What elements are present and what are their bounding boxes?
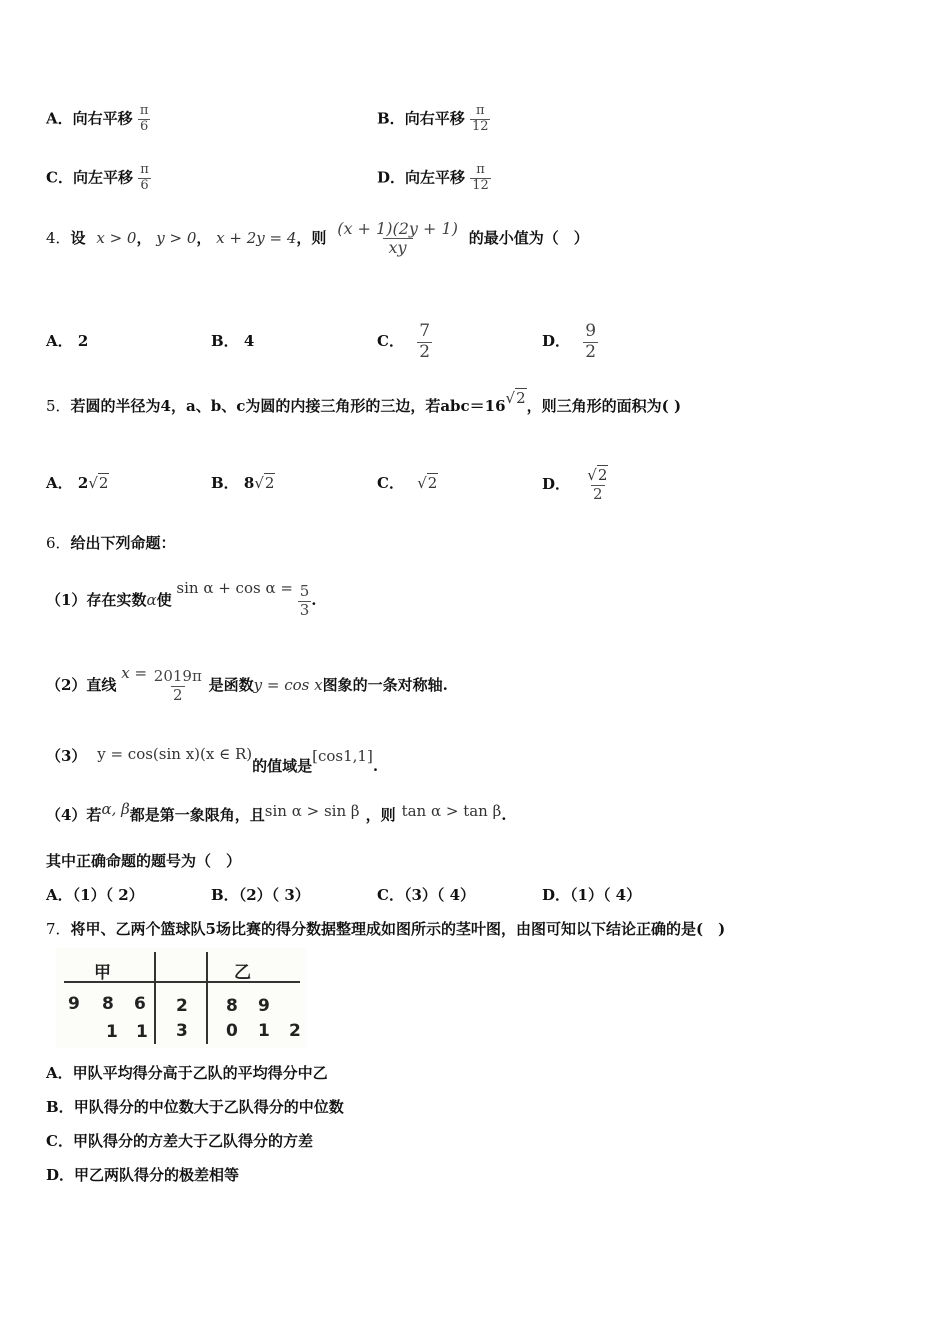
q4-option-a: A． 2 — [46, 332, 89, 350]
leaf-right: 8 — [226, 996, 238, 1016]
q4-option-c: C． $\frac{7}{2}$ — [377, 320, 431, 362]
q6-stem: 6．给出下列命题： — [46, 534, 176, 552]
stem: 3 — [176, 1021, 188, 1041]
q3-option-b: B．向右平移 $\frac{\pi}{12}$ — [377, 103, 489, 134]
fraction: $\frac{5}{3}$ — [299, 582, 310, 619]
leaf-right: 1 — [258, 1021, 270, 1041]
fraction: $\frac{2019\pi}{2}$ — [153, 667, 202, 704]
q4-option-b: B． 4 — [211, 332, 255, 350]
sqrt: √2 — [505, 389, 526, 407]
sqrt: √2 — [417, 474, 438, 492]
q6-question: 其中正确命题的题号为（ ） — [46, 852, 242, 870]
leaf-left: 1 — [136, 1022, 148, 1042]
leaf-right: 9 — [258, 996, 270, 1016]
q6-prop-3: （3） y = cos(sin x)(x ∈ R)的值域是[cos1,1]. — [46, 745, 379, 775]
leaf-left: 8 — [102, 994, 114, 1014]
q6-option-d: D．（1）（ 4） — [542, 886, 642, 904]
q5-option-c: C． √2 — [377, 474, 438, 492]
leaf-left: 1 — [106, 1022, 118, 1042]
fraction: $\frac{\pi}{12}$ — [471, 103, 489, 134]
q7-option-a: A．甲队平均得分高于乙队的平均得分中乙 — [46, 1064, 328, 1082]
sqrt: √2 — [254, 474, 275, 492]
q5-option-b: B． 8√2 — [211, 474, 275, 492]
sqrt: √2 — [88, 474, 109, 492]
q7-option-c: C．甲队得分的方差大于乙队得分的方差 — [46, 1132, 313, 1150]
fraction: $\frac{7}{2}$ — [419, 320, 431, 362]
q3-option-d: D．向左平移 $\frac{\pi}{12}$ — [377, 162, 489, 193]
leaf-right: 0 — [226, 1021, 238, 1041]
leaf-left: 6 — [134, 994, 146, 1014]
q6-option-a: A．（1）（ 2） — [46, 886, 144, 904]
q3-option-c: C．向左平移 $\frac{\pi}{6}$ — [46, 162, 149, 193]
q7-stem: 7．将甲、乙两个篮球队5场比赛的得分数据整理成如图所示的茎叶图，由图可知以下结论正确的是( ) — [46, 920, 726, 938]
fraction: $\frac{√2}{2}$ — [587, 466, 608, 503]
q3-option-a: A．向右平移 $\frac{\pi}{6}$ — [46, 103, 149, 134]
fraction: $\frac{\pi}{6}$ — [140, 162, 149, 193]
fraction: $\frac{\pi}{6}$ — [139, 103, 149, 134]
q6-prop-2: （2）直线 x = $\frac{2019\pi}{2}$ 是函数y = cos x图象的一条对称轴. — [46, 664, 448, 704]
q5-stem: 5．若圆的半径为4，a、b、c为圆的内接三角形的三边，若abc＝16√2，则三角形的面积为( ) — [46, 389, 682, 415]
fraction: $\frac{\pi}{12}$ — [472, 162, 489, 193]
q6-prop-4: （4）若α, β都是第一象限角，且sin α > sin β ，则 tan α > tan β. — [46, 800, 507, 824]
fraction: $\frac{9}{2}$ — [585, 320, 597, 362]
q7-option-b: B．甲队得分的中位数大于乙队得分的中位数 — [46, 1098, 344, 1116]
q6-option-c: C．（3）（ 4） — [377, 886, 476, 904]
stem-leaf-header-right: 乙 — [234, 963, 251, 983]
q5-option-a: A． 2√2 — [46, 474, 109, 492]
q4-option-d: D． $\frac{9}{2}$ — [542, 320, 597, 362]
leaf-right: 2 — [289, 1021, 301, 1041]
q5-option-d: D． $\frac{√2}{2}$ — [542, 447, 610, 503]
q7-option-d: D．甲乙两队得分的极差相等 — [46, 1166, 240, 1184]
stem: 2 — [176, 996, 188, 1016]
q6-option-b: B．（2）（ 3） — [211, 886, 310, 904]
q4-stem: 4．设 x > 0， y > 0， x + 2y = 4，则 $\frac{(x + 1)(2y + 1)}{xy}$ 的最小值为（ ） — [46, 219, 589, 258]
stem-leaf-header-left: 甲 — [94, 963, 111, 983]
stem-leaf-plot — [56, 948, 306, 1048]
q6-prop-1: （1）存在实数α使 sin α + cos α = $\frac{5}{3}$ . — [46, 579, 317, 619]
expression-fraction: $\frac{(x + 1)(2y + 1)}{xy}$ — [337, 219, 458, 258]
leaf-left: 9 — [68, 994, 80, 1014]
